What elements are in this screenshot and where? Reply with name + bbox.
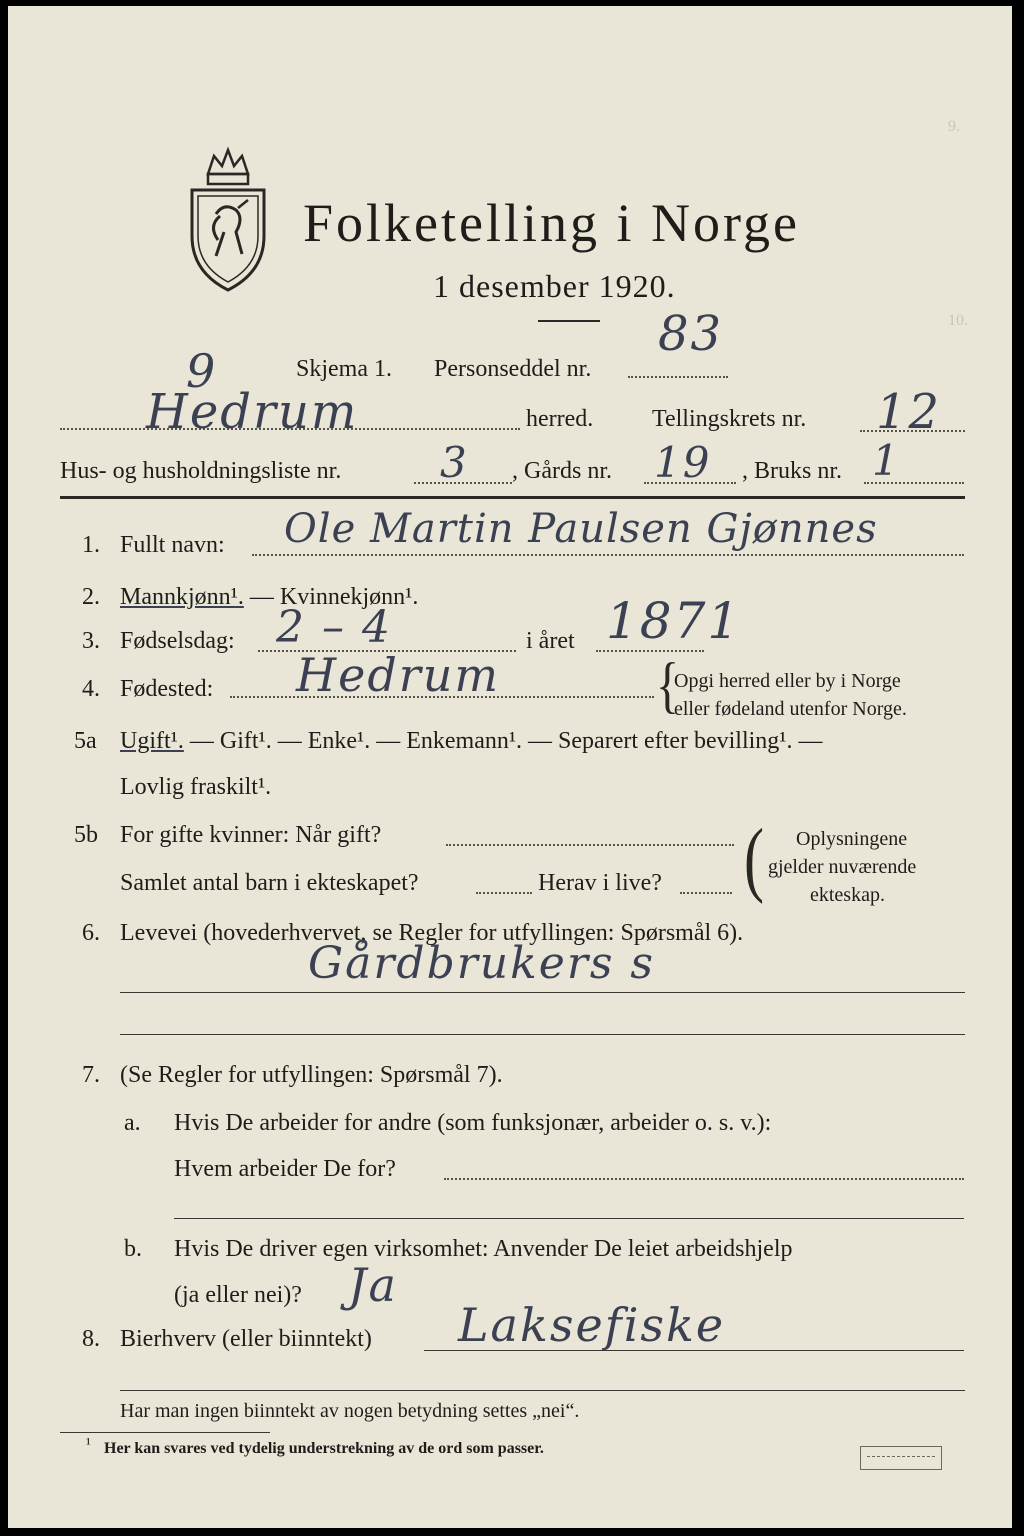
q7b-text: Hvis De driver egen virksomhet: Anvender De leiet arbeidshjelp <box>174 1236 793 1262</box>
children-alive-dots <box>680 892 732 894</box>
q4-note-line-1: Opgi herred eller by i Norge <box>674 670 901 692</box>
full-name-value[interactable]: Ole Martin Paulsen Gjønnes <box>284 506 878 552</box>
q1-dots <box>252 554 964 556</box>
q4-label: Fødested: <box>120 676 214 702</box>
tellingskrets-label: Tellingskrets nr. <box>652 406 807 432</box>
census-date: 1 desember 1920. <box>433 268 676 304</box>
employer-label: Hvem arbeider De for? <box>174 1156 396 1182</box>
children-dots <box>476 892 532 894</box>
divorced-option: Lovlig fraskilt¹. <box>120 774 272 800</box>
husliste-label: Hus- og husholdningsliste nr. <box>60 458 342 484</box>
census-form-page <box>8 6 1012 1528</box>
occupation-line-1 <box>120 992 965 993</box>
q4-note-line-2: eller fødeland utenfor Norge. <box>674 698 907 720</box>
tellingskrets-value[interactable]: 12 <box>876 384 942 440</box>
bleed-through-mark: 10. <box>948 312 968 329</box>
birth-date-value[interactable]: 2 – 4 <box>276 602 392 653</box>
male-option[interactable]: Mannkjønn¹. <box>120 584 244 610</box>
birth-year-value[interactable]: 1871 <box>606 592 742 650</box>
footnote-text: Her kan svares ved tydelig understrekning av de ord som passer. <box>104 1440 544 1457</box>
bleed-through-mark: 9. <box>948 118 960 135</box>
brace-icon: { <box>656 650 680 720</box>
hired-help-value[interactable]: Ja <box>348 1258 398 1312</box>
married-when-dots <box>446 844 734 846</box>
norwegian-coat-of-arms-icon <box>178 144 278 294</box>
q3-number: 3. <box>82 628 100 654</box>
occupation-line-2 <box>120 1034 965 1035</box>
footnote-marker: ¹ <box>86 1436 91 1453</box>
bruks-label: , Bruks nr. <box>742 458 843 484</box>
q6-label: Levevei (hovederhvervet, se Regler for utfyllingen: Spørsmål 6). <box>120 920 744 946</box>
q1-label: Fullt navn: <box>120 532 225 558</box>
q5a-number: 5a <box>74 728 97 754</box>
header-divider <box>60 496 965 499</box>
printer-stamp-icon <box>860 1446 942 1470</box>
personseddel-number[interactable]: 83 <box>658 306 724 362</box>
q8-label: Bierhverv (eller biinntekt) <box>120 1326 372 1352</box>
schema-label: Skjema 1. <box>296 356 392 382</box>
q4-number: 4. <box>82 676 100 702</box>
q5b-note-line-2: gjelder nuværende <box>768 856 917 878</box>
footnote-rule <box>60 1432 270 1433</box>
q8-line-2 <box>120 1390 965 1391</box>
gards-value[interactable]: 19 <box>654 438 712 487</box>
employer-line-2 <box>174 1218 964 1219</box>
gards-label: , Gårds nr. <box>512 458 612 484</box>
year-label: i året <box>526 628 575 654</box>
q5b-number: 5b <box>74 822 98 848</box>
bruks-value[interactable]: 1 <box>872 436 901 485</box>
q5a-options <box>120 728 822 755</box>
employer-dots <box>444 1178 964 1180</box>
children-label: Samlet antal barn i ekteskapet? <box>120 870 419 896</box>
occupation-value[interactable]: Gårdbrukers s <box>308 938 655 989</box>
herred-label: herred. <box>526 406 594 432</box>
children-alive-label: Herav i live? <box>538 870 662 896</box>
q2-separator: — <box>243 584 280 610</box>
marital-other-options: — Gift¹. — Enke¹. — Enkemann¹. — Separert efter bevilling¹. — <box>183 728 823 754</box>
footer-note: Har man ingen biinntekt av nogen betydning settes „nei“. <box>120 1400 580 1422</box>
birthplace-value[interactable]: Hedrum <box>296 648 501 702</box>
hired-help-label: (ja eller nei)? <box>174 1282 302 1308</box>
q2-number: 2. <box>82 584 100 610</box>
q6-number: 6. <box>82 920 100 946</box>
female-option[interactable]: Kvinnekjønn¹. <box>279 584 419 610</box>
q5b-note-line-3: ekteskap. <box>810 884 885 906</box>
married-when-label: For gifte kvinner: Når gift? <box>120 822 382 848</box>
personseddel-dots <box>628 376 728 378</box>
personseddel-label: Personseddel nr. <box>434 356 592 382</box>
q5b-note-line-1: Oplysningene <box>796 828 908 850</box>
unmarried-option[interactable]: Ugift¹. <box>120 728 184 754</box>
q8-number: 8. <box>82 1326 100 1352</box>
title-divider <box>538 320 600 322</box>
herred-value[interactable]: Hedrum <box>146 384 359 440</box>
margin-mark: 9 <box>186 344 218 398</box>
q3-label: Fødselsdag: <box>120 628 235 654</box>
brace-icon: ( <box>744 811 764 905</box>
q7a-text: Hvis De arbeider for andre (som funksjonær, arbeider o. s. v.): <box>174 1110 772 1136</box>
q7b-letter: b. <box>124 1236 142 1262</box>
husliste-value[interactable]: 3 <box>440 438 469 487</box>
form-title: Folketelling i Norge <box>303 193 800 253</box>
q7-number: 7. <box>82 1062 100 1088</box>
year-dots <box>596 650 704 652</box>
q7-label: (Se Regler for utfyllingen: Spørsmål 7). <box>120 1062 503 1088</box>
q1-number: 1. <box>82 532 100 558</box>
q7a-letter: a. <box>124 1110 141 1136</box>
side-income-value[interactable]: Laksefiske <box>458 1298 726 1352</box>
